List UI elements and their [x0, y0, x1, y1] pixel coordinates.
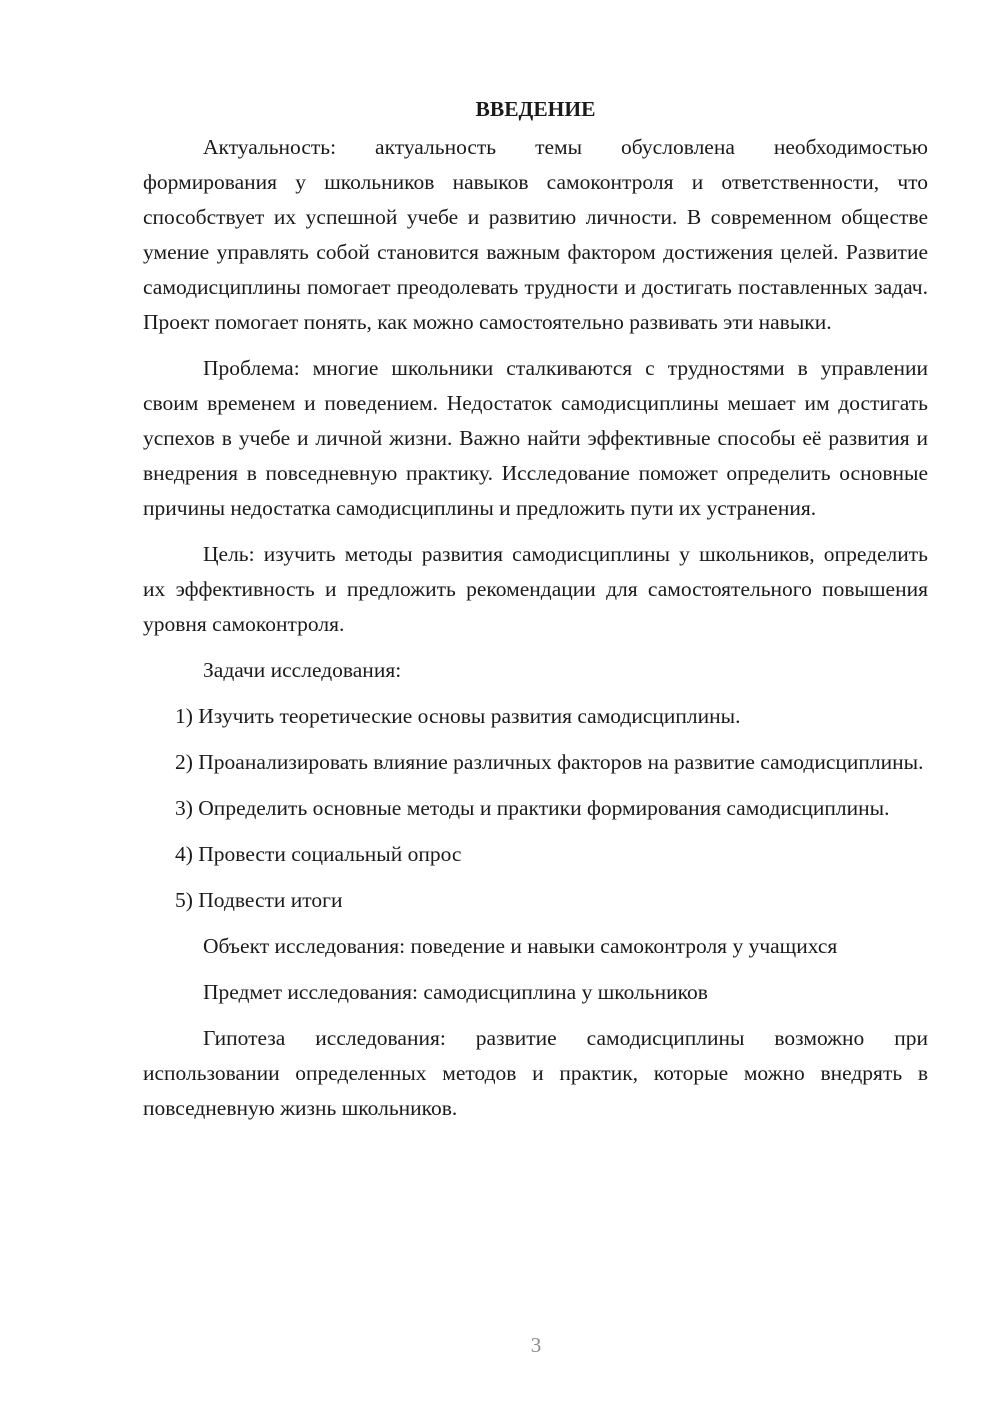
- task-item: 1) Изучить теоретические основы развития самодисциплины.: [175, 704, 741, 728]
- hypothesis-paragraph: Гипотеза исследования: развитие самодисциплины возможно при использовании определенных методов и практик, которые можно внедрять в повседневную жизнь школьников.: [143, 1026, 928, 1120]
- problem-paragraph: Проблема: многие школьники сталкиваются с трудностями в управлении своим временем и поведением. Недостаток самодисциплины мешает им достигать успехов в учебе и личной жизни. Важно найти эффективные способы её развития и внедрения в повседневную практику. Исследование поможет определить основные причины недостатка самодисциплины и предложить пути их устранения.: [143, 356, 928, 520]
- subject-paragraph: Предмет исследования: самодисциплина у школьников: [203, 980, 708, 1004]
- page-title: ВВЕДЕНИЕ: [475, 97, 596, 121]
- object-paragraph: Объект исследования: поведение и навыки самоконтроля у учащихся: [203, 934, 838, 958]
- task-item: 5) Подвести итоги: [175, 888, 343, 912]
- title-block: [143, 92, 928, 128]
- document-page: [143, 92, 928, 1137]
- page-number: 3: [530, 1333, 542, 1357]
- task-item: 2) Проанализировать влияние различных факторов на развитие самодисциплины.: [175, 750, 924, 774]
- relevance-paragraph: Актуальность: актуальность темы обусловлена необходимостью формирования у школьников навыков самоконтроля и ответственности, что способствует их успешной учебе и развитию личности. В современном обществе умение управлять собой становится важным фактором достижения целей. Развитие самодисциплины помогает преодолевать трудности и достигать поставленных задач. Проект помогает понять, как можно самостоятельно развивать эти навыки.: [143, 135, 928, 334]
- task-item: 3) Определить основные методы и практики формирования самодисциплины.: [175, 796, 890, 820]
- task-item: 4) Провести социальный опрос: [175, 842, 462, 866]
- tasks-heading: Задачи исследования:: [203, 658, 402, 682]
- goal-paragraph: Цель: изучить методы развития самодисциплины у школьников, определить их эффективность и предложить рекомендации для самостоятельного повышения уровня самоконтроля.: [143, 542, 928, 636]
